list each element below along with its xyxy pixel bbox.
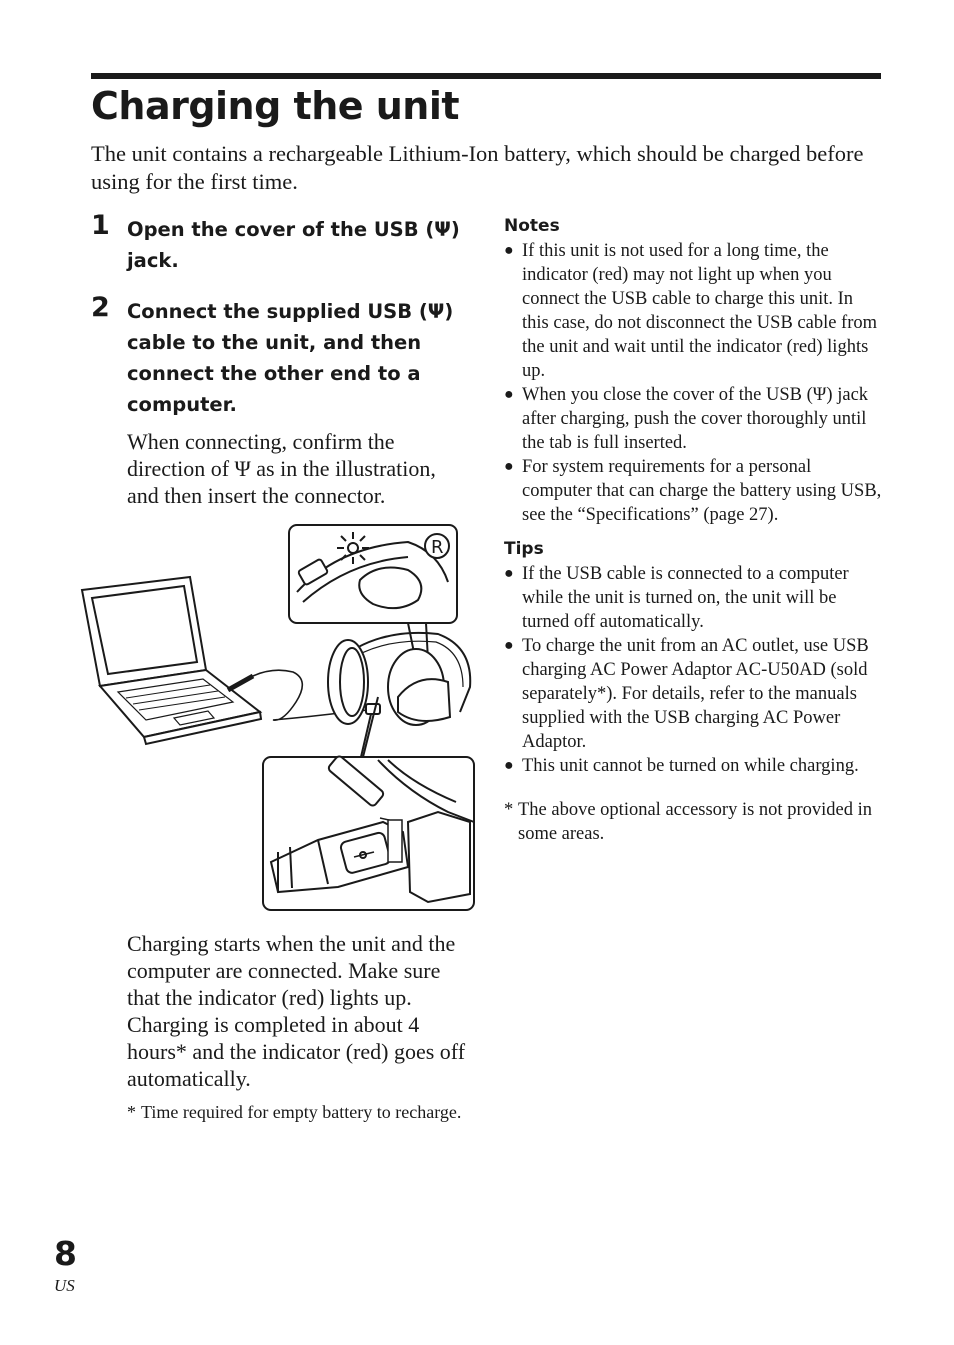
accessory-footnote (504, 798, 884, 846)
region-code: US (54, 1276, 75, 1295)
laptop-headphone-usb-illustration (78, 522, 478, 914)
bullet-icon: ● (504, 458, 514, 475)
steps-column (91, 210, 471, 509)
step-text: Connect the supplied USB (Ψ) cable to the unit, and then connect the other end to a computer. (127, 300, 454, 416)
charging-footnote (127, 1100, 472, 1124)
note-text: When you close the cover of the USB (Ψ) jack after charging, push the cover thoroughly until the tab is full inserted. (522, 385, 869, 453)
bullet-icon: ● (504, 242, 514, 259)
tip-text: If the USB cable is connected to a computer while the unit is turned on, the unit will be turned off automatically. (522, 564, 849, 632)
step-2 (91, 292, 471, 509)
note-text: If this unit is not used for a long time, the indicator (red) may not light up when you connect the USB cable to charge this unit. In this case, do not disconnect the USB cable from the unit and wait until the indicator (red) lights up. (522, 241, 878, 381)
tips-section (504, 537, 884, 778)
bullet-icon: ● (504, 565, 514, 582)
tip-text: To charge the unit from an AC outlet, use USB charging AC Power Adaptor AC-U50AD (sold separately*). For details, refer to the manuals supplied with the USB charging AC Power Adaptor. (522, 636, 869, 752)
list-item (504, 383, 884, 455)
tips-list (504, 562, 884, 778)
list-item (504, 239, 884, 383)
footnote-marker: * (504, 800, 514, 820)
step-1 (91, 210, 471, 276)
footnote-text: Time required for empty battery to recharge. (141, 1102, 462, 1122)
notes-list (504, 239, 884, 527)
charging-info (127, 930, 472, 1124)
laptop-icon (82, 577, 261, 744)
step-text: Open the cover of the USB (Ψ) jack. (127, 218, 460, 272)
bullet-icon: ● (504, 386, 514, 403)
footnote-marker: * (127, 1102, 136, 1122)
note-text: For system requirements for a personal computer that can charge the battery using USB, see the “Specifications” (page 27). (522, 457, 882, 525)
page-title: Charging the unit (91, 84, 460, 128)
bullet-icon: ● (504, 637, 514, 654)
step-detail: When connecting, confirm the direction of Ψ as in the illustration, and then insert the connector. (127, 429, 436, 508)
usb-connector-callout (263, 755, 474, 910)
step-number: 1 (91, 210, 110, 241)
title-rule (91, 73, 881, 79)
bullet-icon: ● (504, 757, 514, 774)
list-item (504, 455, 884, 527)
page-number: 8 (54, 1234, 77, 1273)
tips-heading: Tips (504, 539, 544, 559)
charging-paragraph: Charging starts when the unit and the computer are connected. Make sure that the indicator (red) lights up. Charging is completed in about 4 hours* and the indicator (red) goes off automatically. (127, 931, 466, 1091)
notes-tips-column (504, 214, 884, 846)
footnote-text: The above optional accessory is not provided in some areas. (518, 800, 872, 844)
step-number: 2 (91, 292, 110, 323)
notes-heading: Notes (504, 216, 560, 236)
tip-text: This unit cannot be turned on while charging. (522, 756, 859, 776)
intro-paragraph: The unit contains a rechargeable Lithium-Ion battery, which should be charged before using for the first time. (91, 141, 864, 194)
list-item (504, 754, 884, 778)
notes-section (504, 214, 884, 527)
callout-letter: R (431, 537, 444, 558)
list-item (504, 562, 884, 634)
headphone-icon (328, 633, 470, 725)
list-item (504, 634, 884, 754)
